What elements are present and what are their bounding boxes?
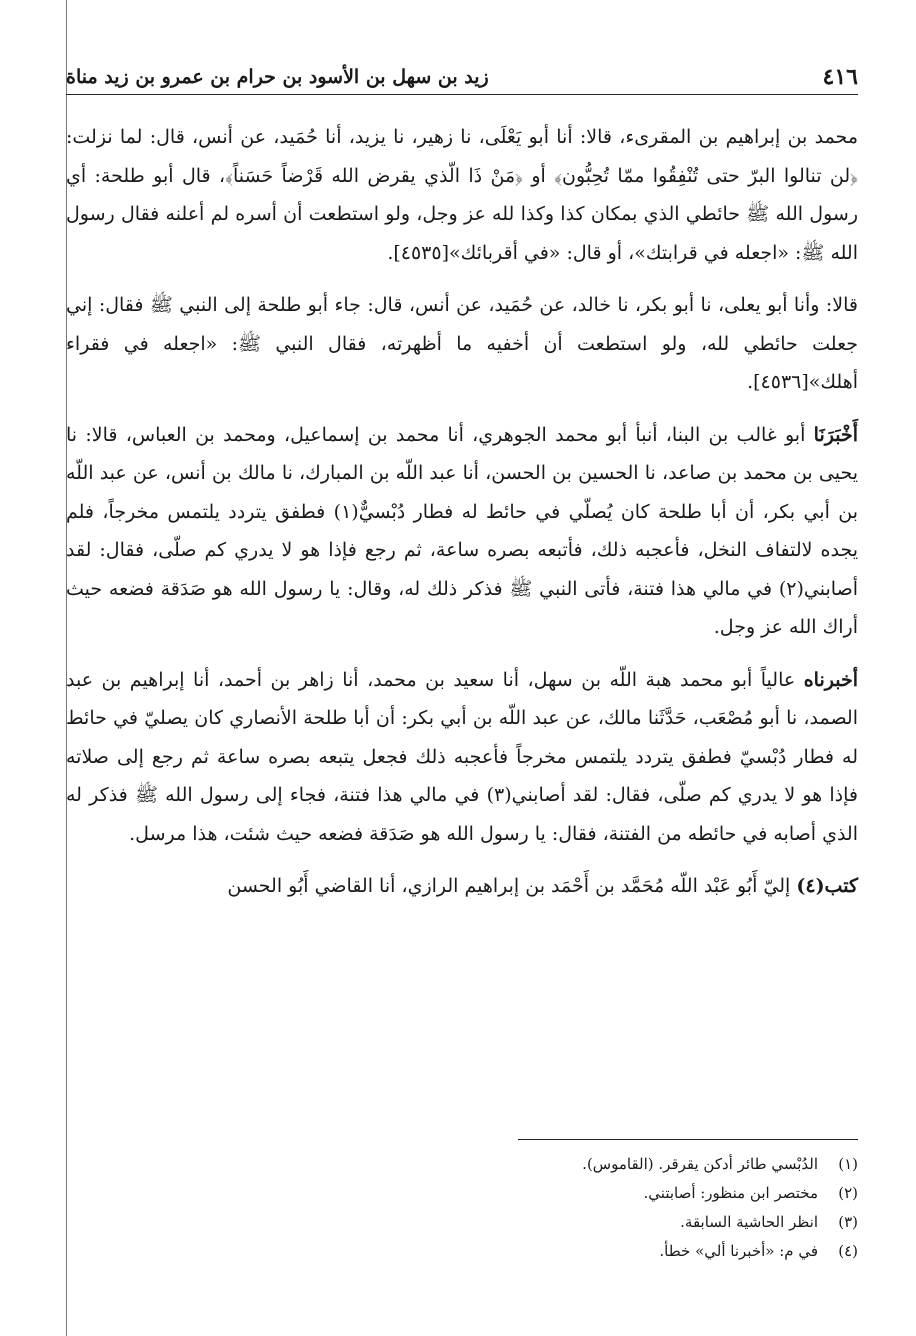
footnote-number: (٣) — [838, 1213, 858, 1231]
footnote-number: (١) — [838, 1155, 858, 1173]
paragraph-text: قالا: وأنا أبو يعلى، نا أبو بكر، نا خالد، عن حُمَيد، عن أنس، قال: جاء أبو طلحة إلى النبي ﷺ فقال: إني جعلت حائطي لله، ولو استطعت أن أخفيه ما أظهرته، فقال النبي ﷺ: «اجعله في فقراء أهلك»[٤٥٣٦]. — [66, 294, 858, 393]
paragraph-text: عالياً أبو محمد هبة اللّه بن سهل، أنا سعيد بن محمد، أنا زاهر بن أحمد، أنا إبراهيم بن عبد الصمد، نا أبو مُصْعَب، حَدَّثَنا مالك، عن عبد اللّه بن أبي بكر: أن أبا طلحة الأنصاري كان يصليّ في حائط له فطار دُبْسيّ فطفق يتردد يلتمس مخرجاً فأعجبه ذلك فجعل يتبعه بصره ساعة ثم رجع إلى صلاته فإذا هو لا يدري كم صلّى، فقال: لقد أصابني(٣) في مالي هذا فتنة، فجاء إلى رسول الله ﷺ فذكر له الذي أصابه في حائطه من الفتنة، فقال: يا رسول الله هو صَدَقة فضعه حيث شئت، هذا مرسل. — [66, 668, 858, 845]
paragraph-text: أبو غالب بن البنا، أنبأ أبو محمد الجوهري، أنا محمد بن إسماعيل، ومحمد بن العباس، قالا: نا يحيى بن محمد بن صاعد، نا الحسين بن الحسن، أنا عبد اللّه بن المبارك، نا مالك بن أنس، عن عبد اللّه بن أبي بكر، أن أبا طلحة كان يُصلّي في حائط له فطار دُبْسيٌّ(١) فطفق يتردد يلتمس مخرجاً، فلم يجده لالتفاف النخل، فأعجبه ذلك، فأتبعه بصره ساعة، ثم رجع فإذا هو لا يدري كم صلّى، فقال: لقد أصابني(٢) في مالي هذا فتنة، فأتى النبي ﷺ فذكر ذلك له، وقال: يا رسول الله هو صَدَقة فضعه حيث أراك الله عز وجل. — [66, 423, 858, 638]
footnote — [300, 1237, 858, 1266]
paragraph-text: محمد بن إبراهيم بن المقرىء، قالا: أنا أبو يَعْلَى، نا زهير، نا يزيد، أنا حُمَيد، عن أنس، قال: لما نزلت: ﴿لن تنالوا البرّ حتى تُنْفِقُوا ممّا تُحِبُّون﴾ أو ﴿مَنْ ذَا الّذي يقرض الله قَرْضاً حَسَناً﴾، قال أبو طلحة: أي رسول الله ﷺ حائطي الذي بمكان كذا وكذا لله عز وجل، ولو استطعت أن أسره لم أعلنه فقال رسول الله ﷺ: «اجعله في قرابتك»، أو قال: «في أقربائك»[٤٥٣٥]. — [66, 126, 858, 264]
footnote — [300, 1150, 858, 1179]
page-header — [66, 60, 858, 95]
paragraph — [66, 118, 858, 272]
footnote — [300, 1208, 858, 1237]
footnote-text: الدُبْسي طائر أدكن يقرقر. (القاموس). — [582, 1155, 818, 1173]
footnote-number: (٤) — [838, 1242, 858, 1260]
paragraph — [66, 661, 858, 854]
footnote — [300, 1179, 858, 1208]
paragraph — [66, 416, 858, 647]
paragraph — [66, 286, 858, 402]
footnotes — [300, 1150, 858, 1266]
footnote-number: (٢) — [838, 1184, 858, 1202]
footnote-divider — [518, 1139, 858, 1140]
footnote-text: في م: «أخبرنا ألي» خطأ. — [659, 1242, 818, 1260]
main-text — [66, 118, 858, 906]
footnote-text: مختصر ابن منظور: أصابتني. — [643, 1184, 818, 1202]
running-title: زيد بن سهل بن الأسود بن حرام بن عمرو بن زيد مناة — [66, 66, 489, 88]
page-number: ٤١٦ — [822, 64, 858, 90]
paragraph-lead-word: أَخْبَرَنَا — [813, 423, 858, 446]
paragraph-lead-word: أخبرناه — [803, 668, 858, 691]
paragraph — [66, 867, 858, 906]
footnote-text: انظر الحاشية السابقة. — [680, 1213, 818, 1231]
paragraph-lead-word: كتب(٤) — [796, 875, 858, 897]
paragraph-text: إليّ أَبُو عَبْد اللّه مُحَمَّد بن أَحْمَد بن إبراهيم الرازي، أنا القاضي أَبُو الحسن — [227, 875, 791, 897]
